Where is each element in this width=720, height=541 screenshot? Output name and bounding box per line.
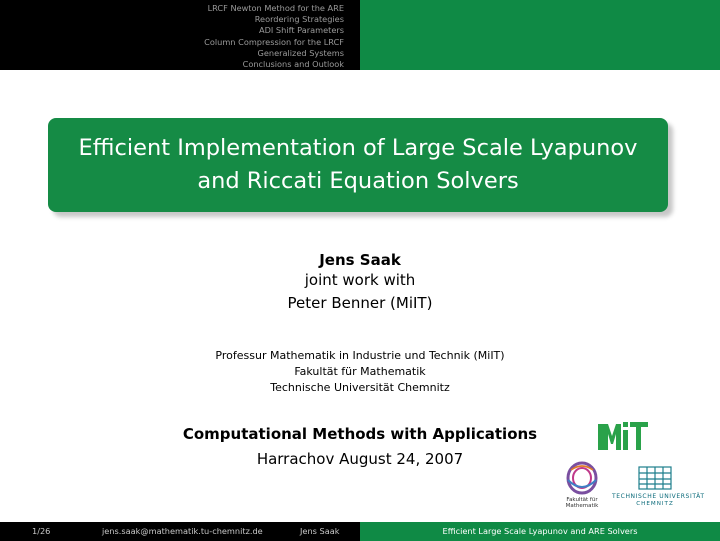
title-line-2: and Riccati Equation Solvers <box>197 168 519 194</box>
title-box <box>48 118 668 212</box>
fakultaet-logo-text-2: Mathematik <box>565 503 599 510</box>
tu-building-icon <box>612 464 698 492</box>
nav-item-column-compression[interactable]: Column Compression for the LRCF <box>204 36 344 47</box>
footer-bar <box>0 522 720 541</box>
coauthor-name: Peter Benner (MiIT) <box>287 294 433 312</box>
footer-email: jens.saak@mathematik.tu-chemnitz.de <box>102 526 263 536</box>
tu-logo-text-1: TECHNISCHE UNIVERSITÄT <box>612 493 705 500</box>
nav-item-conclusions[interactable]: Conclusions and Outlook <box>242 59 344 70</box>
header-accent-block <box>360 0 720 70</box>
institute-line-2: Fakultät für Mathematik <box>294 365 426 378</box>
conference-place-date: Harrachov August 24, 2007 <box>256 450 464 468</box>
miit-logo <box>598 418 648 452</box>
nav-item-generalized-systems[interactable]: Generalized Systems <box>257 47 344 58</box>
institute-line-3: Technische Universität Chemnitz <box>270 381 450 394</box>
title-line-1: Efficient Implementation of Large Scale Lyapunov <box>78 135 638 161</box>
footer-left <box>0 522 360 541</box>
nav-item-lrcf-newton[interactable]: LRCF Newton Method for the ARE <box>207 3 344 13</box>
fakultaet-logo-text-1: Fakultät für <box>566 497 598 503</box>
klein-bottle-icon <box>557 460 607 496</box>
institute-line-1: Professur Mathematik in Industrie und Technik (MiIT) <box>215 349 505 362</box>
tu-chemnitz-logo <box>612 464 705 512</box>
nav-item-reordering[interactable]: Reordering Strategies <box>254 14 344 25</box>
joint-work-text: joint work with <box>304 271 416 289</box>
fakultaet-mathematik-logo <box>557 460 607 522</box>
footer-short-title: Efficient Large Scale Lyapunov and ARE Solvers <box>360 522 720 541</box>
section-navigation <box>0 0 360 70</box>
tu-logo-text-2: CHEMNITZ <box>636 501 674 507</box>
footer-author: Jens Saak <box>300 526 340 536</box>
page-number: 1/26 <box>32 526 51 536</box>
conference-name: Computational Methods with Applications <box>182 425 538 443</box>
author-name: Jens Saak <box>319 251 401 269</box>
header-bar <box>0 0 720 70</box>
nav-item-adi-shift[interactable]: ADI Shift Parameters <box>259 25 344 36</box>
